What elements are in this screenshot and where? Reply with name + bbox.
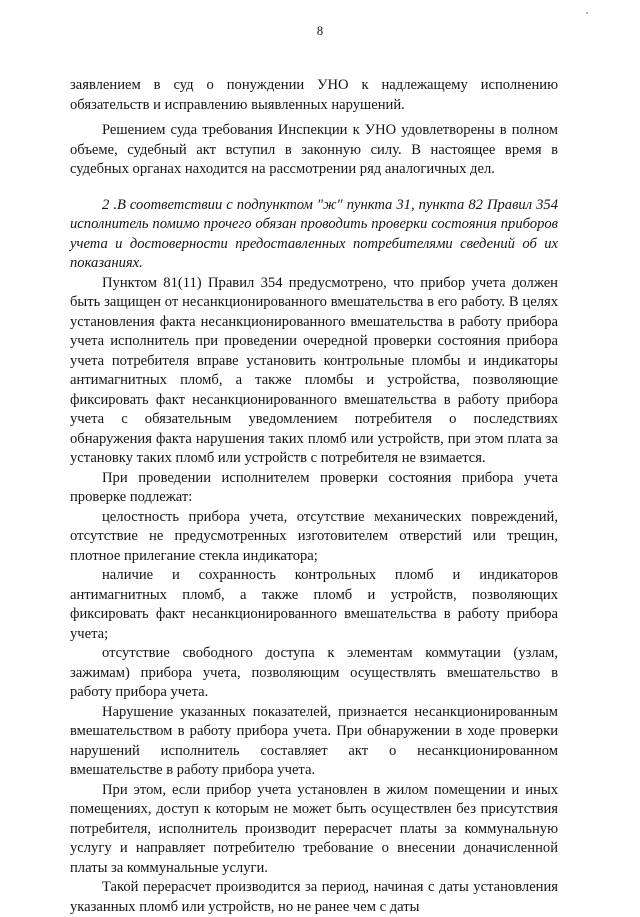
paragraph-section-2-heading: 2 .В соответствии с подпунктом "ж" пункта 31, пункта 82 Правил 354 исполнитель помимо прочего обязан проводить проверки состояния приборов учета и достоверности предоставленных потребителями сведений об их показаниях. — [70, 196, 558, 271]
paragraph-inspection-intro: При проведении исполнителем проверки состояния прибора учета проверке подлежат: — [70, 469, 558, 505]
paragraph-recalculation-period: Такой перерасчет производится за период, начиная с даты установления указанных пломб или устройств, но не ранее чем с даты — [70, 879, 558, 915]
page-number: 8 — [316, 24, 324, 38]
paragraph-continuation: заявлением в суд о понуждении УНО к надлежащему исполнению обязательств и исправлению выявленных нарушений. — [70, 77, 558, 113]
paragraph-recalculation: При этом, если прибор учета установлен в жилом помещении и иных помещениях, доступ к которым не может быть осуществлен без присутствия потребителя, исполнитель производит перерасчет платы за коммунальную услугу и направляет потребителю требование о внесении доначисленной платы за коммунальные услуги. — [70, 781, 558, 876]
paragraph-court-decision: Решением суда требования Инспекции к УНО удовлетворены в полном объеме, судебный акт вступил в законную силу. В настоящее время в судебных органах находится на рассмотрении ряд аналогичных дел. — [70, 122, 558, 177]
paragraph-item-seals: наличие и сохранность контрольных пломб и индикаторов антимагнитных пломб, а также пломб и устройств, позволяющих фиксировать факт несанкционированного вмешательства в работу прибора учета; — [70, 567, 558, 642]
paragraph-item-integrity: целостность прибора учета, отсутствие механических повреждений, отсутствие не предусмотренных изготовителем отверстий или трещин, плотное прилегание стекла индикатора; — [70, 508, 558, 564]
paragraph-point-81-11: Пунктом 81(11) Правил 354 предусмотрено, что прибор учета должен быть защищен от несанкционированного вмешательства в его работу. В целях установления факта несанкционированного вмешательства в работу прибора учета исполнитель при проведении очередной проверки состояния прибора учета потребителя вправе установить контрольные пломбы и индикаторы антимагнитных пломб, а также пломбы и устройства, позволяющие фиксировать факт несанкционированного вмешательства в работу прибора учета с обязательным уведомлением потребителя о последствиях обнаружения факта нарушения таких пломб или устройств, при этом плата за установку таких пломб или устройств с потребителя не взимается. — [70, 274, 558, 466]
paragraph-violation: Нарушение указанных показателей, признается несанкционированным вмешательством в работу прибора учета. При обнаружении в ходе проверки нарушений исполнитель составляет акт о несанкционированном вмешательстве в работу прибора учета. — [70, 703, 558, 778]
document-body — [70, 76, 558, 917]
scan-artifact — [586, 12, 588, 14]
paragraph-item-access: отсутствие свободного доступа к элементам коммутации (узлам, зажимам) прибора учета, позволяющим осуществлять вмешательство в работу прибора учета. — [70, 645, 558, 700]
